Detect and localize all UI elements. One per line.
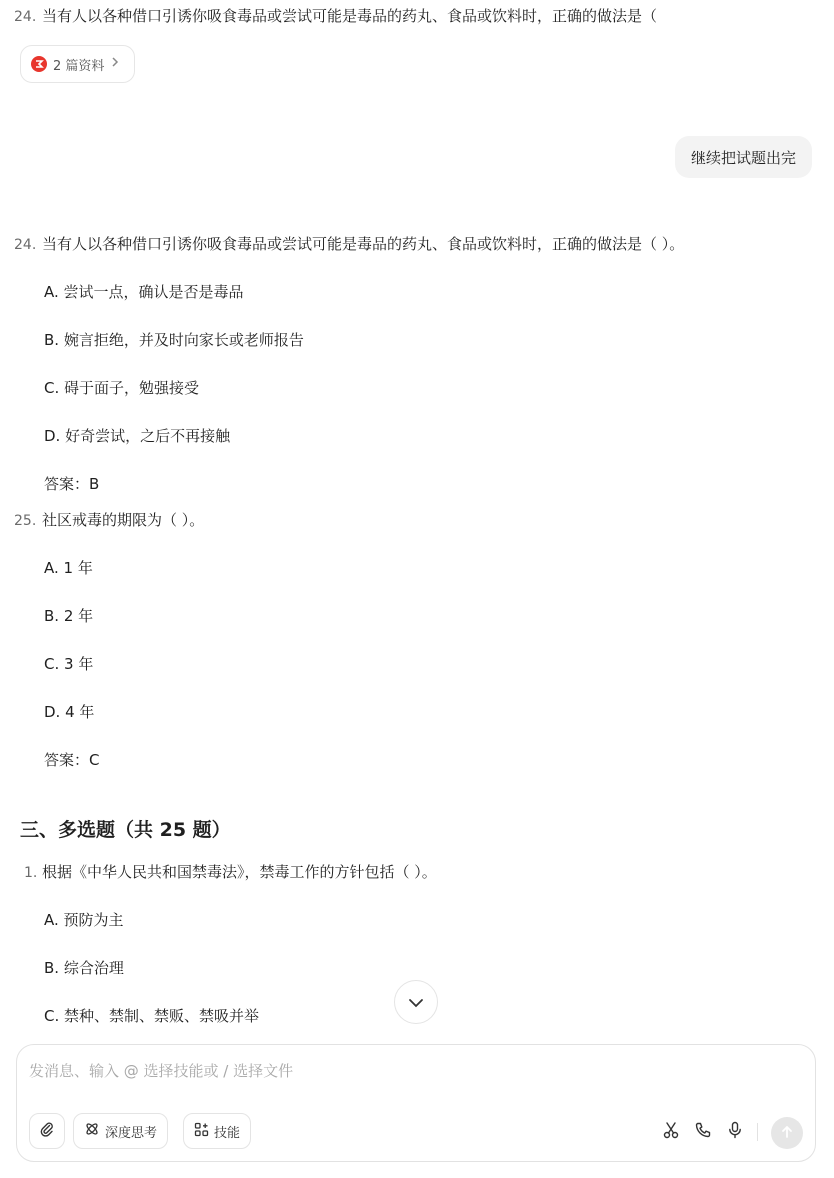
deep-think-button[interactable] bbox=[73, 1113, 168, 1149]
option-c: C. 3 年 bbox=[44, 655, 94, 673]
skills-button[interactable] bbox=[183, 1113, 251, 1149]
multi-question-1 bbox=[14, 862, 437, 883]
option-a: A. 1 年 bbox=[44, 559, 93, 577]
call-button[interactable] bbox=[690, 1119, 716, 1145]
atom-icon bbox=[84, 1121, 100, 1141]
option-a: A. 预防为主 bbox=[44, 911, 124, 929]
user-message-text: 继续把试题出完 bbox=[690, 148, 796, 167]
chevron-down-icon bbox=[408, 993, 424, 1012]
section-title: 三、多选题（共 25 题） bbox=[20, 819, 231, 841]
deep-think-label: 深度思考 bbox=[105, 1125, 158, 1141]
option-c: C. 禁种、禁制、禁贩、禁吸并举 bbox=[44, 1007, 260, 1025]
screenshot-button[interactable] bbox=[658, 1119, 684, 1145]
message-input[interactable] bbox=[29, 1059, 769, 1083]
question-24 bbox=[14, 234, 684, 255]
microphone-icon bbox=[726, 1121, 744, 1143]
skills-label: 技能 bbox=[214, 1125, 241, 1141]
option-b: B. 综合治理 bbox=[44, 959, 124, 977]
option-d: D. 好奇尝试，之后不再接触 bbox=[44, 427, 231, 445]
send-button[interactable] bbox=[771, 1117, 803, 1149]
scissors-icon bbox=[662, 1121, 680, 1143]
attach-button[interactable] bbox=[29, 1113, 65, 1149]
grid-icon bbox=[194, 1122, 209, 1141]
user-message-bubble bbox=[675, 136, 812, 178]
question-number: 24. bbox=[14, 237, 37, 253]
option-a: A. 尝试一点，确认是否是毒品 bbox=[44, 283, 244, 301]
scroll-to-bottom-button[interactable] bbox=[394, 980, 438, 1024]
source-logo-icon bbox=[31, 56, 47, 72]
sources-chip-label: 2 篇资料 bbox=[53, 58, 105, 74]
question-text: 当有人以各种借口引诱你吸食毒品或尝试可能是毒品的药丸、食品或饮料时，正确的做法是（ bbox=[42, 7, 658, 25]
question-number: 24. bbox=[14, 9, 37, 25]
chevron-right-icon bbox=[110, 56, 120, 72]
arrow-up-icon bbox=[780, 1124, 794, 1143]
option-d: D. 4 年 bbox=[44, 703, 95, 721]
toolbar-divider bbox=[757, 1123, 758, 1141]
paperclip-icon bbox=[39, 1121, 55, 1141]
question-24-truncated bbox=[14, 6, 657, 27]
answer-text: 答案：C bbox=[44, 751, 100, 769]
question-text: 当有人以各种借口引诱你吸食毒品或尝试可能是毒品的药丸、食品或饮料时，正确的做法是（ ）。 bbox=[42, 235, 685, 253]
answer-text: 答案：B bbox=[44, 475, 100, 493]
sources-chip[interactable] bbox=[20, 45, 135, 83]
question-number: 25. bbox=[14, 513, 37, 529]
option-b: B. 2 年 bbox=[44, 607, 94, 625]
question-number: 1. bbox=[24, 865, 38, 881]
phone-icon bbox=[694, 1121, 712, 1143]
message-composer bbox=[16, 1044, 816, 1162]
question-25 bbox=[14, 510, 204, 531]
question-text: 社区戒毒的期限为（ ）。 bbox=[42, 511, 205, 529]
option-b: B. 婉言拒绝，并及时向家长或老师报告 bbox=[44, 331, 304, 349]
question-text: 根据《中华人民共和国禁毒法》，禁毒工作的方针包括（ ）。 bbox=[42, 863, 437, 881]
voice-input-button[interactable] bbox=[722, 1119, 748, 1145]
option-c: C. 碍于面子，勉强接受 bbox=[44, 379, 200, 397]
